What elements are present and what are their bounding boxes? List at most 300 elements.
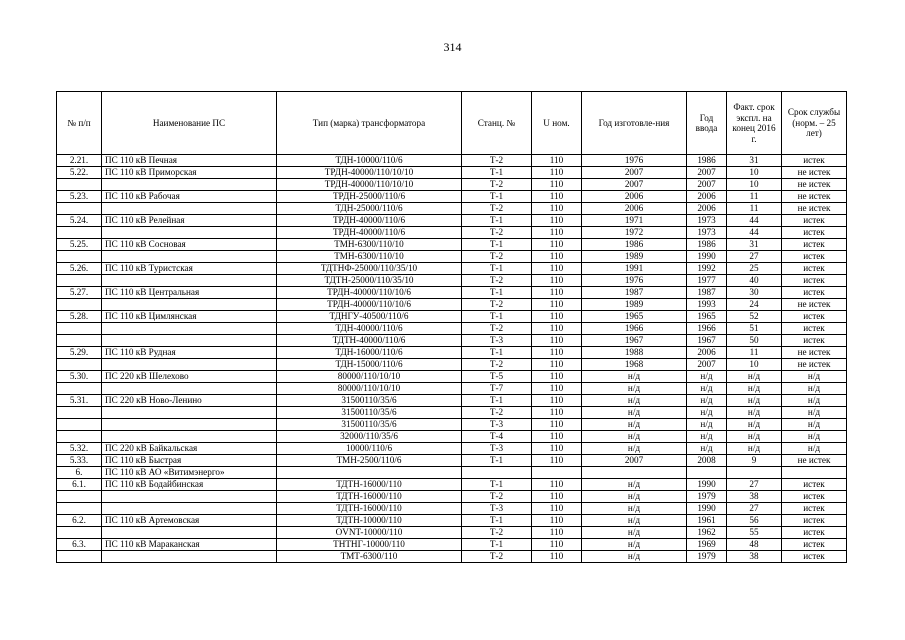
cell-station-number: Т-1 — [462, 287, 532, 299]
cell-transformer-type: ТДТН-16000/110 — [277, 503, 462, 515]
table-row — [57, 407, 847, 419]
cell-service-term: 11 — [727, 203, 782, 215]
cell-transformer-type: ТРДН-40000/110/10/6 — [277, 299, 462, 311]
table-row — [57, 455, 847, 467]
cell-transformer-type: ТНТНГ-10000/110 — [277, 539, 462, 551]
cell-manufacture-year: 1976 — [582, 155, 687, 167]
cell-commission-year: 1986 — [687, 155, 727, 167]
cell-service-life: истек — [782, 263, 847, 275]
cell-manufacture-year: н/д — [582, 539, 687, 551]
cell-transformer-type: ТМН-6300/110/10 — [277, 251, 462, 263]
cell-commission-year: 1969 — [687, 539, 727, 551]
table-row — [57, 275, 847, 287]
cell-voltage: 110 — [532, 251, 582, 263]
table-row — [57, 191, 847, 203]
cell-service-term: 44 — [727, 215, 782, 227]
cell-station-number: Т-2 — [462, 359, 532, 371]
cell-number — [57, 323, 102, 335]
cell-transformer-type: ТДТН-10000/110 — [277, 515, 462, 527]
cell-service-life: не истек — [782, 347, 847, 359]
cell-manufacture-year: н/д — [582, 431, 687, 443]
cell-voltage: 110 — [532, 263, 582, 275]
column-header-manufacture-year: Год изготовле-ния — [582, 92, 687, 155]
cell-number — [57, 431, 102, 443]
cell-substation — [102, 179, 277, 191]
cell-number — [57, 299, 102, 311]
page-number: 314 — [443, 40, 462, 54]
cell-service-term: н/д — [727, 431, 782, 443]
cell-station-number: Т-2 — [462, 203, 532, 215]
cell-manufacture-year: 1991 — [582, 263, 687, 275]
cell-substation: ПС 110 кВ Приморская — [102, 167, 277, 179]
column-header-voltage: U ном. — [532, 92, 582, 155]
cell-voltage: 110 — [532, 191, 582, 203]
cell-transformer-type: ТРДН-40000/110/6 — [277, 215, 462, 227]
cell-manufacture-year: н/д — [582, 395, 687, 407]
cell-transformer-type: ТМН-6300/110/10 — [277, 239, 462, 251]
cell-commission-year: 1993 — [687, 299, 727, 311]
cell-transformer-type: ТРДН-40000/110/10/10 — [277, 179, 462, 191]
cell-service-life: истек — [782, 251, 847, 263]
cell-manufacture-year: н/д — [582, 419, 687, 431]
cell-substation — [102, 203, 277, 215]
cell-service-term: 9 — [727, 455, 782, 467]
cell-service-term: н/д — [727, 443, 782, 455]
cell-service-life: не истек — [782, 191, 847, 203]
cell-number — [57, 359, 102, 371]
table-row — [57, 551, 847, 563]
cell-station-number: Т-2 — [462, 299, 532, 311]
cell-transformer-type: ТМТ-6300/110 — [277, 551, 462, 563]
cell-station-number: Т-1 — [462, 215, 532, 227]
cell-station-number: Т-1 — [462, 395, 532, 407]
cell-manufacture-year: 1965 — [582, 311, 687, 323]
table-body — [57, 155, 847, 563]
cell-service-term: 27 — [727, 479, 782, 491]
cell-transformer-type: ТДТН-40000/110/6 — [277, 335, 462, 347]
cell-number: 5.30. — [57, 371, 102, 383]
cell-voltage: 110 — [532, 335, 582, 347]
table-row — [57, 239, 847, 251]
cell-service-term: 25 — [727, 263, 782, 275]
cell-transformer-type: ТДТНФ-25000/110/35/10 — [277, 263, 462, 275]
cell-substation — [102, 407, 277, 419]
cell-commission-year: 1966 — [687, 323, 727, 335]
cell-substation: ПС 110 кВ Центральная — [102, 287, 277, 299]
cell-substation: ПС 110 кВ Релейная — [102, 215, 277, 227]
cell-transformer-type: OVNT-10000/110 — [277, 527, 462, 539]
cell-service-term: 24 — [727, 299, 782, 311]
cell-substation: ПС 220 кВ Байкальская — [102, 443, 277, 455]
cell-voltage: 110 — [532, 371, 582, 383]
table-row — [57, 215, 847, 227]
cell-voltage: 110 — [532, 515, 582, 527]
cell-commission-year: н/д — [687, 407, 727, 419]
column-header-number: № п/п — [57, 92, 102, 155]
column-header-service-life: Срок службы (норм. – 25 лет) — [782, 92, 847, 155]
cell-number — [57, 407, 102, 419]
column-header-transformer-type: Тип (марка) трансформатора — [277, 92, 462, 155]
cell-station-number: Т-1 — [462, 311, 532, 323]
cell-service-life: н/д — [782, 419, 847, 431]
cell-commission-year: 1990 — [687, 251, 727, 263]
cell-manufacture-year: н/д — [582, 371, 687, 383]
cell-commission-year: 1961 — [687, 515, 727, 527]
cell-service-life: н/д — [782, 431, 847, 443]
cell-station-number: Т-2 — [462, 179, 532, 191]
cell-station-number: Т-2 — [462, 491, 532, 503]
cell-service-term: 11 — [727, 347, 782, 359]
cell-voltage: 110 — [532, 455, 582, 467]
cell-substation — [102, 227, 277, 239]
table-row — [57, 335, 847, 347]
cell-substation — [102, 275, 277, 287]
cell-number — [57, 551, 102, 563]
cell-station-number: Т-2 — [462, 227, 532, 239]
table-row — [57, 371, 847, 383]
cell-service-life: н/д — [782, 395, 847, 407]
cell-commission-year: 1965 — [687, 311, 727, 323]
cell-service-term: 50 — [727, 335, 782, 347]
table-row — [57, 527, 847, 539]
cell-service-life: истек — [782, 335, 847, 347]
table-row — [57, 539, 847, 551]
cell-service-life: истек — [782, 527, 847, 539]
table-row — [57, 227, 847, 239]
cell-station-number: Т-1 — [462, 239, 532, 251]
cell-transformer-type: ТРДН-25000/110/6 — [277, 191, 462, 203]
cell-voltage: 110 — [532, 155, 582, 167]
cell-manufacture-year: н/д — [582, 515, 687, 527]
cell-manufacture-year: 1972 — [582, 227, 687, 239]
cell-commission-year: 1990 — [687, 503, 727, 515]
cell-transformer-type — [277, 467, 462, 479]
cell-number: 5.26. — [57, 263, 102, 275]
table-header-row — [57, 92, 847, 155]
cell-service-life: не истек — [782, 203, 847, 215]
cell-service-term: 44 — [727, 227, 782, 239]
cell-commission-year: 1973 — [687, 215, 727, 227]
cell-manufacture-year: 1989 — [582, 299, 687, 311]
table-row — [57, 479, 847, 491]
cell-number: 5.22. — [57, 167, 102, 179]
cell-service-term: 11 — [727, 191, 782, 203]
cell-manufacture-year: н/д — [582, 407, 687, 419]
cell-manufacture-year: н/д — [582, 551, 687, 563]
cell-service-term — [727, 467, 782, 479]
cell-number: 5.33. — [57, 455, 102, 467]
cell-substation — [102, 527, 277, 539]
cell-station-number: Т-3 — [462, 419, 532, 431]
cell-voltage: 110 — [532, 203, 582, 215]
cell-service-life: истек — [782, 539, 847, 551]
cell-manufacture-year: н/д — [582, 503, 687, 515]
cell-transformer-type: ТДТН-16000/110 — [277, 479, 462, 491]
cell-transformer-type: 10000/110/6 — [277, 443, 462, 455]
cell-substation: ПС 110 кВ Печная — [102, 155, 277, 167]
cell-service-term: 40 — [727, 275, 782, 287]
cell-number — [57, 503, 102, 515]
cell-substation: ПС 220 кВ Шелехово — [102, 371, 277, 383]
cell-transformer-type: 32000/110/35/6 — [277, 431, 462, 443]
cell-voltage: 110 — [532, 431, 582, 443]
cell-manufacture-year: 2007 — [582, 167, 687, 179]
cell-service-term: н/д — [727, 371, 782, 383]
cell-substation: ПС 110 кВ Туристская — [102, 263, 277, 275]
cell-voltage: 110 — [532, 527, 582, 539]
cell-commission-year: 1967 — [687, 335, 727, 347]
cell-commission-year: н/д — [687, 443, 727, 455]
cell-transformer-type: 31500110/35/6 — [277, 407, 462, 419]
cell-transformer-type: ТДН-16000/110/6 — [277, 347, 462, 359]
cell-manufacture-year: 2007 — [582, 455, 687, 467]
cell-commission-year: 1992 — [687, 263, 727, 275]
cell-number — [57, 419, 102, 431]
cell-transformer-type: ТДТН-25000/110/35/10 — [277, 275, 462, 287]
table-row — [57, 347, 847, 359]
table-row — [57, 383, 847, 395]
cell-service-life: н/д — [782, 443, 847, 455]
table-row — [57, 203, 847, 215]
cell-transformer-type: 31500110/35/6 — [277, 419, 462, 431]
cell-commission-year: 1990 — [687, 479, 727, 491]
cell-service-term: 55 — [727, 527, 782, 539]
cell-voltage: 110 — [532, 215, 582, 227]
cell-service-term: 27 — [727, 503, 782, 515]
cell-service-term: н/д — [727, 407, 782, 419]
cell-station-number: Т-2 — [462, 275, 532, 287]
cell-station-number: Т-1 — [462, 263, 532, 275]
table-row — [57, 179, 847, 191]
cell-service-term: н/д — [727, 419, 782, 431]
cell-number — [57, 335, 102, 347]
cell-number: 6.2. — [57, 515, 102, 527]
table-row — [57, 287, 847, 299]
cell-service-term: 27 — [727, 251, 782, 263]
cell-manufacture-year: 1989 — [582, 251, 687, 263]
cell-substation: ПС 110 кВ Сосновая — [102, 239, 277, 251]
cell-service-life: истек — [782, 515, 847, 527]
column-header-commission-year: Год ввода — [687, 92, 727, 155]
cell-voltage: 110 — [532, 311, 582, 323]
cell-voltage: 110 — [532, 167, 582, 179]
cell-manufacture-year: 2006 — [582, 191, 687, 203]
table-row — [57, 515, 847, 527]
table-row — [57, 419, 847, 431]
column-header-station-number: Станц. № — [462, 92, 532, 155]
cell-manufacture-year: 2006 — [582, 203, 687, 215]
cell-number: 2.21. — [57, 155, 102, 167]
cell-number — [57, 275, 102, 287]
cell-service-life — [782, 467, 847, 479]
cell-number — [57, 383, 102, 395]
cell-manufacture-year: 1988 — [582, 347, 687, 359]
transformer-table — [56, 91, 847, 563]
cell-substation — [102, 383, 277, 395]
cell-voltage: 110 — [532, 407, 582, 419]
cell-number — [57, 179, 102, 191]
cell-service-life: не истек — [782, 455, 847, 467]
cell-transformer-type: ТДН-10000/110/6 — [277, 155, 462, 167]
cell-service-term: 51 — [727, 323, 782, 335]
cell-manufacture-year: 1968 — [582, 359, 687, 371]
cell-voltage — [532, 467, 582, 479]
cell-station-number: Т-3 — [462, 443, 532, 455]
cell-voltage: 110 — [532, 347, 582, 359]
cell-service-life: истек — [782, 227, 847, 239]
cell-commission-year: н/д — [687, 431, 727, 443]
cell-service-life: истек — [782, 311, 847, 323]
cell-service-life: н/д — [782, 383, 847, 395]
cell-service-life: н/д — [782, 407, 847, 419]
cell-manufacture-year — [582, 467, 687, 479]
cell-voltage: 110 — [532, 383, 582, 395]
cell-number: 6. — [57, 467, 102, 479]
cell-substation — [102, 491, 277, 503]
cell-manufacture-year: 1966 — [582, 323, 687, 335]
cell-manufacture-year: 1967 — [582, 335, 687, 347]
cell-voltage: 110 — [532, 299, 582, 311]
cell-manufacture-year: 1976 — [582, 275, 687, 287]
cell-voltage: 110 — [532, 239, 582, 251]
cell-voltage: 110 — [532, 503, 582, 515]
cell-service-life: истек — [782, 323, 847, 335]
cell-number: 5.25. — [57, 239, 102, 251]
table-row — [57, 299, 847, 311]
cell-voltage: 110 — [532, 443, 582, 455]
cell-voltage: 110 — [532, 491, 582, 503]
table-row — [57, 443, 847, 455]
cell-station-number: Т-2 — [462, 155, 532, 167]
cell-voltage: 110 — [532, 419, 582, 431]
cell-number: 5.27. — [57, 287, 102, 299]
cell-transformer-type: ТМН-2500/110/6 — [277, 455, 462, 467]
cell-service-life: н/д — [782, 371, 847, 383]
cell-commission-year: 2006 — [687, 203, 727, 215]
cell-service-term: 31 — [727, 239, 782, 251]
cell-commission-year: н/д — [687, 383, 727, 395]
cell-substation: ПС 110 кВ Цимлянская — [102, 311, 277, 323]
table-row — [57, 167, 847, 179]
table-row — [57, 155, 847, 167]
table-row — [57, 359, 847, 371]
table-row — [57, 251, 847, 263]
table-row — [57, 395, 847, 407]
cell-manufacture-year: н/д — [582, 479, 687, 491]
cell-substation — [102, 359, 277, 371]
cell-service-term: 48 — [727, 539, 782, 551]
cell-station-number: Т-2 — [462, 527, 532, 539]
cell-service-life: истек — [782, 551, 847, 563]
cell-number — [57, 491, 102, 503]
cell-transformer-type: 80000/110/10/10 — [277, 371, 462, 383]
cell-commission-year: 1977 — [687, 275, 727, 287]
cell-voltage: 110 — [532, 359, 582, 371]
cell-service-term: 52 — [727, 311, 782, 323]
cell-voltage: 110 — [532, 479, 582, 491]
cell-service-life: не истек — [782, 167, 847, 179]
cell-station-number: Т-2 — [462, 551, 532, 563]
table-row — [57, 431, 847, 443]
cell-station-number: Т-5 — [462, 371, 532, 383]
cell-voltage: 110 — [532, 179, 582, 191]
cell-substation: ПС 110 кВ Рабочая — [102, 191, 277, 203]
cell-service-life: истек — [782, 215, 847, 227]
cell-substation: ПС 110 кВ Бодайбинская — [102, 479, 277, 491]
cell-manufacture-year: н/д — [582, 383, 687, 395]
cell-service-life: истек — [782, 275, 847, 287]
column-header-service-term: Факт. срок экспл. на конец 2016 г. — [727, 92, 782, 155]
cell-substation — [102, 551, 277, 563]
cell-number — [57, 203, 102, 215]
cell-number — [57, 527, 102, 539]
cell-service-term: 10 — [727, 167, 782, 179]
cell-substation — [102, 335, 277, 347]
cell-substation: ПС 110 кВ АО «Витимэнерго» — [102, 467, 277, 479]
cell-service-term: 56 — [727, 515, 782, 527]
cell-substation: ПС 110 кВ Артемовская — [102, 515, 277, 527]
cell-transformer-type: ТДН-25000/110/6 — [277, 203, 462, 215]
cell-station-number: Т-1 — [462, 479, 532, 491]
cell-station-number: Т-2 — [462, 323, 532, 335]
cell-substation: ПС 110 кВ Быстрая — [102, 455, 277, 467]
cell-voltage: 110 — [532, 227, 582, 239]
cell-commission-year: 1979 — [687, 551, 727, 563]
cell-manufacture-year: 2007 — [582, 179, 687, 191]
cell-voltage: 110 — [532, 275, 582, 287]
cell-service-life: не истек — [782, 359, 847, 371]
cell-service-life: истек — [782, 155, 847, 167]
cell-commission-year: н/д — [687, 371, 727, 383]
cell-number: 5.32. — [57, 443, 102, 455]
cell-service-life: истек — [782, 239, 847, 251]
cell-commission-year: н/д — [687, 419, 727, 431]
cell-substation: ПС 110 кВ Рудная — [102, 347, 277, 359]
cell-voltage: 110 — [532, 539, 582, 551]
cell-manufacture-year: н/д — [582, 443, 687, 455]
cell-transformer-type: 31500110/35/6 — [277, 395, 462, 407]
cell-station-number: Т-7 — [462, 383, 532, 395]
cell-commission-year: 2007 — [687, 359, 727, 371]
cell-station-number: Т-4 — [462, 431, 532, 443]
cell-commission-year: 2008 — [687, 455, 727, 467]
cell-transformer-type: ТРДН-40000/110/10/6 — [277, 287, 462, 299]
cell-number: 5.28. — [57, 311, 102, 323]
cell-commission-year: 1979 — [687, 491, 727, 503]
cell-voltage: 110 — [532, 287, 582, 299]
cell-manufacture-year: н/д — [582, 527, 687, 539]
cell-service-term: 10 — [727, 179, 782, 191]
cell-service-term: 30 — [727, 287, 782, 299]
cell-commission-year: 1987 — [687, 287, 727, 299]
cell-service-life: не истек — [782, 299, 847, 311]
table-row — [57, 503, 847, 515]
cell-substation — [102, 251, 277, 263]
cell-substation — [102, 419, 277, 431]
cell-voltage: 110 — [532, 395, 582, 407]
cell-substation: ПС 220 кВ Ново-Ленино — [102, 395, 277, 407]
table-row — [57, 467, 847, 479]
column-header-substation: Наименование ПС — [102, 92, 277, 155]
cell-transformer-type: ТДНГУ-40500/110/6 — [277, 311, 462, 323]
cell-service-term: 38 — [727, 551, 782, 563]
cell-service-life: истек — [782, 491, 847, 503]
cell-substation — [102, 503, 277, 515]
cell-commission-year: н/д — [687, 395, 727, 407]
cell-service-life: истек — [782, 479, 847, 491]
cell-service-life: не истек — [782, 179, 847, 191]
cell-service-life: истек — [782, 503, 847, 515]
